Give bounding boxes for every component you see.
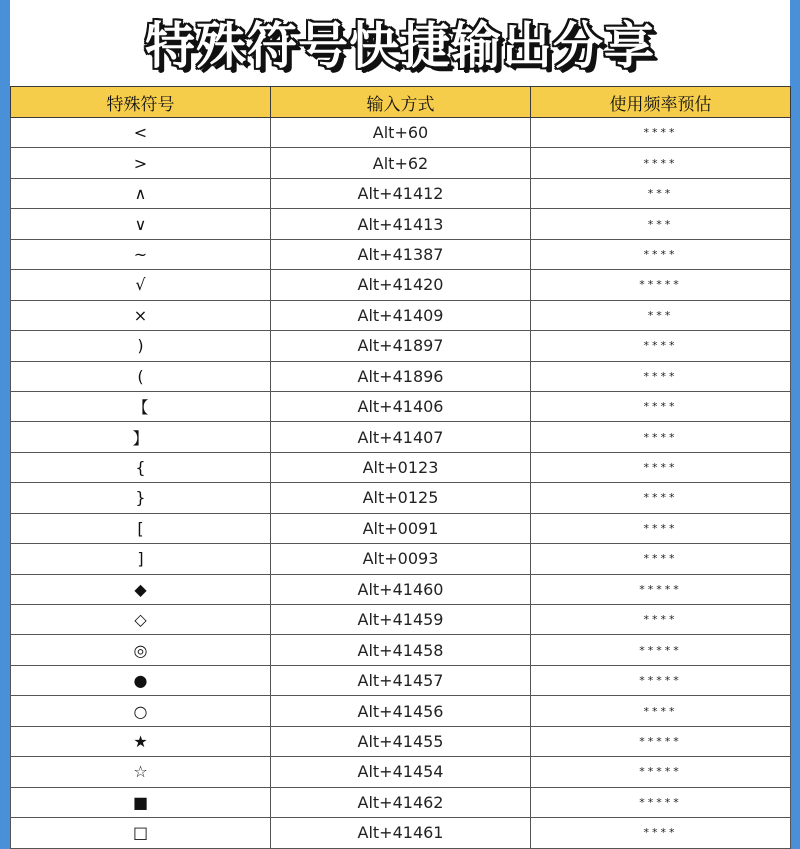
symbol-cell: ◇	[11, 605, 271, 635]
frequency-cell: ****	[531, 239, 791, 269]
table-row	[11, 818, 791, 848]
input-method-cell: Alt+41459	[271, 605, 531, 635]
frequency-cell: ***	[531, 209, 791, 239]
input-method-cell: Alt+41412	[271, 178, 531, 208]
table-row	[11, 331, 791, 361]
table-row	[11, 787, 791, 817]
input-method-cell: Alt+41420	[271, 270, 531, 300]
symbol-cell: (	[11, 361, 271, 391]
input-method-cell: Alt+41407	[271, 422, 531, 452]
symbol-cell: [	[11, 513, 271, 543]
frequency-cell: ****	[531, 361, 791, 391]
input-method-cell: Alt+41461	[271, 818, 531, 848]
page-title: 特殊符号快捷输出分享	[145, 17, 655, 75]
symbol-cell: √	[11, 270, 271, 300]
symbol-cell: ~	[11, 239, 271, 269]
input-method-cell: Alt+41406	[271, 391, 531, 421]
symbol-cell: >	[11, 148, 271, 178]
symbol-cell: ◆	[11, 574, 271, 604]
table-row	[11, 665, 791, 695]
document-sheet	[10, 0, 790, 848]
input-method-cell: Alt+41462	[271, 787, 531, 817]
frequency-cell: ****	[531, 513, 791, 543]
input-method-cell: Alt+41409	[271, 300, 531, 330]
frequency-cell: ****	[531, 605, 791, 635]
table-row	[11, 391, 791, 421]
table-row	[11, 178, 791, 208]
table-row	[11, 209, 791, 239]
symbol-cell: ×	[11, 300, 271, 330]
input-method-cell: Alt+41455	[271, 726, 531, 756]
symbol-cell: ☆	[11, 757, 271, 787]
frequency-cell: ****	[531, 118, 791, 148]
frequency-cell: *****	[531, 757, 791, 787]
table-row	[11, 148, 791, 178]
symbol-cell: ●	[11, 665, 271, 695]
symbol-cell: {	[11, 452, 271, 482]
table-row	[11, 574, 791, 604]
symbol-cell: }	[11, 483, 271, 513]
frequency-cell: ****	[531, 148, 791, 178]
table-header-row	[11, 87, 791, 118]
table-row	[11, 118, 791, 148]
symbol-cell: ◎	[11, 635, 271, 665]
table-row	[11, 300, 791, 330]
table-row	[11, 239, 791, 269]
frequency-cell: ****	[531, 391, 791, 421]
table-row	[11, 757, 791, 787]
table-row	[11, 544, 791, 574]
input-method-cell: Alt+41387	[271, 239, 531, 269]
input-method-cell: Alt+0123	[271, 452, 531, 482]
table-row	[11, 635, 791, 665]
header-frequency: 使用频率预估	[531, 87, 791, 118]
header-input-method: 输入方式	[271, 87, 531, 118]
table-row	[11, 726, 791, 756]
frequency-cell: ****	[531, 696, 791, 726]
symbol-cell: ★	[11, 726, 271, 756]
input-method-cell: Alt+41897	[271, 331, 531, 361]
input-method-cell: Alt+41460	[271, 574, 531, 604]
table-row	[11, 422, 791, 452]
input-method-cell: Alt+41413	[271, 209, 531, 239]
input-method-cell: Alt+41896	[271, 361, 531, 391]
table-row	[11, 361, 791, 391]
table-body	[11, 118, 791, 849]
input-method-cell: Alt+0125	[271, 483, 531, 513]
input-method-cell: Alt+41454	[271, 757, 531, 787]
frequency-cell: *****	[531, 574, 791, 604]
frequency-cell: ***	[531, 300, 791, 330]
symbol-cell: ■	[11, 787, 271, 817]
table-row	[11, 452, 791, 482]
frequency-cell: ****	[531, 544, 791, 574]
table-row	[11, 513, 791, 543]
frequency-cell: *****	[531, 635, 791, 665]
frequency-cell: *****	[531, 726, 791, 756]
header-symbol: 特殊符号	[11, 87, 271, 118]
symbol-cell: ∧	[11, 178, 271, 208]
input-method-cell: Alt+0093	[271, 544, 531, 574]
input-method-cell: Alt+60	[271, 118, 531, 148]
frequency-cell: *****	[531, 270, 791, 300]
symbol-table	[10, 86, 791, 849]
symbol-cell: 【	[11, 391, 271, 421]
input-method-cell: Alt+62	[271, 148, 531, 178]
table-row	[11, 270, 791, 300]
symbol-cell: 】	[11, 422, 271, 452]
frequency-cell: ****	[531, 331, 791, 361]
input-method-cell: Alt+41456	[271, 696, 531, 726]
symbol-cell: <	[11, 118, 271, 148]
symbol-cell: □	[11, 818, 271, 848]
table-row	[11, 483, 791, 513]
frequency-cell: ****	[531, 483, 791, 513]
frequency-cell: ****	[531, 818, 791, 848]
symbol-cell: )	[11, 331, 271, 361]
symbol-cell: ∨	[11, 209, 271, 239]
input-method-cell: Alt+41457	[271, 665, 531, 695]
table-row	[11, 696, 791, 726]
table-row	[11, 605, 791, 635]
input-method-cell: Alt+0091	[271, 513, 531, 543]
frequency-cell: ****	[531, 452, 791, 482]
symbol-cell: ]	[11, 544, 271, 574]
frequency-cell: ****	[531, 422, 791, 452]
frequency-cell: *****	[531, 787, 791, 817]
symbol-cell: ○	[11, 696, 271, 726]
frequency-cell: *****	[531, 665, 791, 695]
frequency-cell: ***	[531, 178, 791, 208]
input-method-cell: Alt+41458	[271, 635, 531, 665]
